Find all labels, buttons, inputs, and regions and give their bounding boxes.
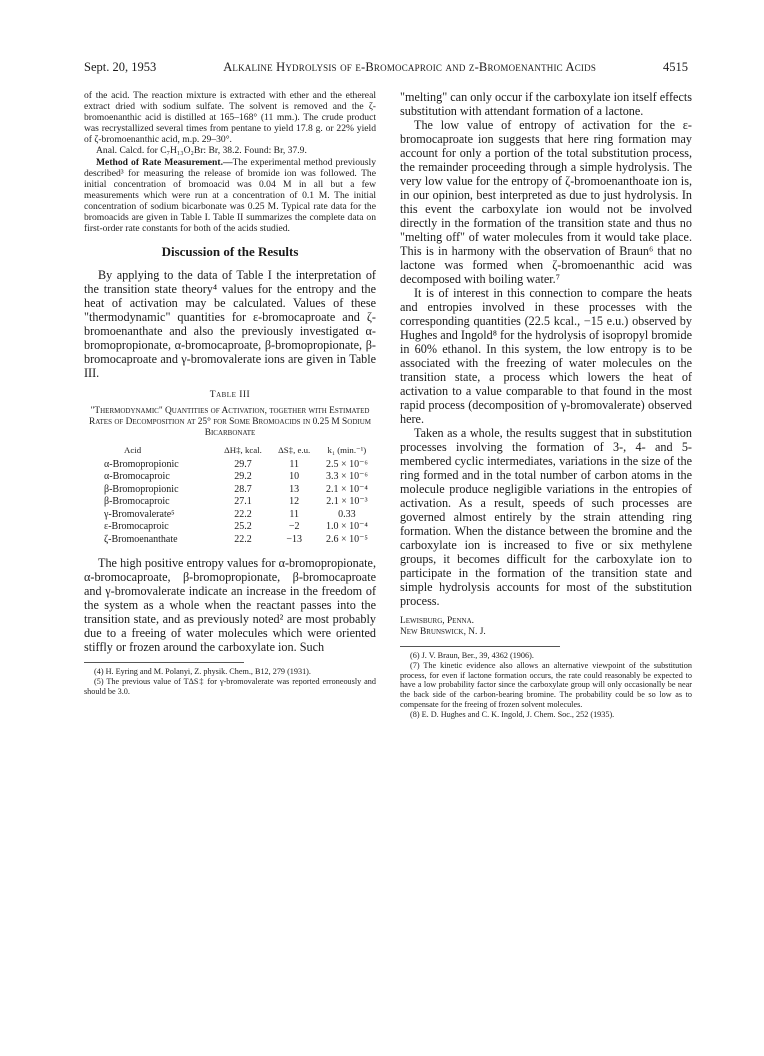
footnote: (6) J. V. Braun, Ber., 39, 4362 (1906). — [410, 651, 534, 660]
footnote: (4) H. Eyring and M. Polanyi, Z. physik. Chem., B12, 279 (1931). — [94, 667, 311, 677]
footnote: (5) The previous value of TΔS‡ for γ-bromovalerate was reported erroneously and should be 3.0. — [84, 677, 376, 696]
table-header-dh: ΔH‡, kcal. — [224, 445, 262, 456]
affiliation: New Brunswick, N. J. — [400, 627, 486, 637]
table-cell: 2.1 × 10⁻³ — [326, 496, 368, 508]
experimental-section — [84, 90, 376, 234]
thermodynamic-table — [84, 445, 376, 546]
table-row — [84, 471, 376, 484]
table-cell: 1.0 × 10⁻⁴ — [325, 521, 368, 533]
table-cell: 22.2 — [234, 508, 252, 520]
table-cell: 12 — [289, 496, 300, 508]
table-cell: 11 — [289, 458, 299, 470]
table-header-ds: ΔS‡, e.u. — [278, 445, 311, 456]
table-cell: −2 — [288, 521, 300, 533]
discussion-body-continued — [84, 556, 376, 654]
table-cell: α-Bromopropionic — [104, 458, 179, 470]
table-row — [84, 534, 376, 547]
table-cell: 22.2 — [234, 533, 252, 545]
table-cell: 10 — [289, 471, 300, 483]
body-paragraph: Taken as a whole, the results suggest that in substitution processes involving the formation of 3-, 4- and 5-membered cyclic intermediates, variations in the size of the ring formed and in the total number of carbon atoms in the molecule produce negligible variations in the entropies of activation. As a result, speeds of such processes are governed almost entirely by the strain attending ring formation. When the distance between the bromine and the carboxylate ion is increased to five or six methylene groups, it becomes difficult for the carboxylate ion to participate in the formation of the transition state and simple hydrolysis accounts for most of the substitution process. — [400, 426, 692, 608]
table-row — [84, 459, 376, 472]
header-title: Alkaline Hydrolysis of ε-Bromocaproic and ζ-Bromoenanthic Acids — [223, 60, 597, 74]
right-column — [400, 90, 692, 720]
table-cell: 29.2 — [234, 471, 252, 483]
table-cell: 2.6 × 10⁻⁵ — [325, 533, 368, 545]
author-affiliations — [400, 616, 692, 638]
section-title: Discussion of the Results — [161, 244, 299, 260]
footnote-rule — [84, 662, 244, 663]
table-header-acid: Acid — [124, 445, 142, 456]
table-cell: γ-Bromovalerate⁵ — [104, 508, 175, 520]
discussion-paragraph: The high positive entropy values for α-bromopropionate, α-bromocaproate, β-bromopropionate, β-bromocaproate and γ-bromovalerate indicate an increase in the freedom of the system as a whole when the reactant passes into the transition state, and as previously noted² are most probably due to a freeing of water molecules which were oriented stiffly or frozen around the carboxylate ion. Such — [84, 556, 376, 655]
table-cell: 11 — [289, 508, 299, 520]
method-paragraph — [84, 157, 376, 235]
table-cell: 13 — [289, 483, 300, 495]
discussion-paragraph: By applying to the data of Table I the interpretation of the transition state theory⁴ values for the entropy and the heat of activation may be calculated. Values of these "thermodynamic" quantities for ε-bromocaproate and ζ-bromoenanthate and also the previously investigated α-bromopropionate, α-bromocaproate, β-bromopropionate, β-bromocaproate and γ-bromovalerate ions are given in Table III. — [84, 268, 376, 381]
table-row — [84, 509, 376, 522]
footnote: (7) The kinetic evidence also allows an alternative viewpoint of the substitution process, for even if lactone formation occurs, the rate could reasonably be expected to have a low probability factor since the carboxylate group will only occasionally be near the back side of the carbon-bearing bromine. The probability could be so low as to compensate for the freeing of frozen solvent molecules. — [400, 660, 692, 709]
body-paragraph: The low value of entropy of activation for the ε-bromocaproate ion suggests that here ring formation may account for only a portion of the total substitution process, the remainder proceeding through a simple hydrolysis. The very low value for the entropy of ζ-bromoenanthoate ion is, in our opinion, best interpreted as due to just hydrolysis. In this event the carboxylate ion would not be involved directly in the formation of the transition state and thus no "melting off" of water molecules from it would take place. This is in harmony with the observation of Braun⁶ that no lactone was formed when ζ-bromoenanthic acid was decomposed with boiling water.⁷ — [400, 118, 692, 286]
left-footnotes — [84, 667, 376, 696]
table-cell: 2.5 × 10⁻⁶ — [325, 458, 368, 470]
table-cell: −13 — [286, 533, 302, 545]
table-cell: ζ-Bromoenanthate — [104, 533, 178, 545]
table-row — [84, 521, 376, 534]
table-cell: 0.33 — [338, 508, 356, 520]
table-cell: 25.2 — [234, 521, 252, 533]
table-cell: 2.1 × 10⁻⁴ — [325, 483, 368, 495]
table-cell: β-Bromopropionic — [104, 483, 179, 495]
footnote-rule — [400, 646, 560, 647]
table-cell: β-Bromocaproic — [104, 496, 170, 508]
method-text: The experimental method previously described³ for measuring the release of bromide ion was followed. The initial concentration of bromoacid was 0.04 M in all but a few measurements which were run at a concentration of 0.1 M. The initial concentration of sodium bicarbonate was 0.25 M. Typical rate data for the bromoacids are given in Table I. Table II summarizes the complete data on first-order rate constants for both of the acids studied. — [84, 156, 377, 235]
experimental-paragraph: of the acid. The reaction mixture is extracted with ether and the ethereal extract dried with sodium sulfate. The solvent is removed and the ζ-bromoenanthic acid is distilled at 165–168° (11 mm.). The crude product was recrystallized several times from pentane to yield 17.8 g. or 22% yield of ζ-bromoenanthic acid, m.p. 29–30°. — [84, 90, 376, 146]
affiliation: Lewisburg, Penna. — [400, 616, 474, 626]
table-cell: 29.7 — [234, 458, 252, 470]
table-cell: α-Bromocaproic — [104, 471, 170, 483]
table-cell: ε-Bromocaproic — [104, 521, 169, 533]
left-column — [84, 90, 376, 697]
body-paragraph: It is of interest in this connection to compare the heats and entropies involved in these processes with the corresponding quantities (22.5 kcal., −15 e.u.) observed by Hughes and Ingold⁸ for the hydrolysis of isopropyl bromide in 60% ethanol. In this system, the low entropy is to be associated with the freezing of water molecules on the transition state, a process which lowers the heat of activation to a value comparable to that found in the most rapid process (decomposition of γ-bromovalerate) observed here. — [400, 286, 692, 426]
table-row — [84, 484, 376, 497]
method-run-in-head: Method of Rate Measurement.— — [96, 156, 233, 168]
discussion-body — [84, 268, 376, 380]
table-cell: 28.7 — [234, 483, 252, 495]
page-number: 4515 — [663, 60, 688, 74]
footnote: (8) E. D. Hughes and C. K. Ingold, J. Chem. Soc., 252 (1935). — [410, 709, 615, 719]
table-header-row — [84, 445, 376, 459]
table-caption: "Thermodynamic" Quantities of Activation, together with Estimated Rates of Decomposition at 25° for Some Bromoacids in 0.25 M Sodium Bicarbonate — [89, 406, 371, 439]
right-footnotes — [400, 651, 692, 720]
table-cell: 3.3 × 10⁻⁶ — [325, 471, 368, 483]
running-header — [84, 60, 688, 78]
header-date: Sept. 20, 1953 — [84, 60, 157, 74]
table-row — [84, 496, 376, 509]
body-paragraph: "melting" can only occur if the carboxylate ion itself effects substitution with attendant formation of a lactone. — [400, 90, 692, 118]
table-label: Table III — [209, 390, 251, 401]
analysis-paragraph: Anal. Calcd. for C₇H₁₃O₂Br: Br, 38.2. Found: Br, 37.9. — [96, 145, 307, 157]
table-cell: 27.1 — [234, 496, 252, 508]
table-header-k1: k₁ (min.⁻¹) — [327, 445, 367, 456]
right-body — [400, 90, 692, 608]
